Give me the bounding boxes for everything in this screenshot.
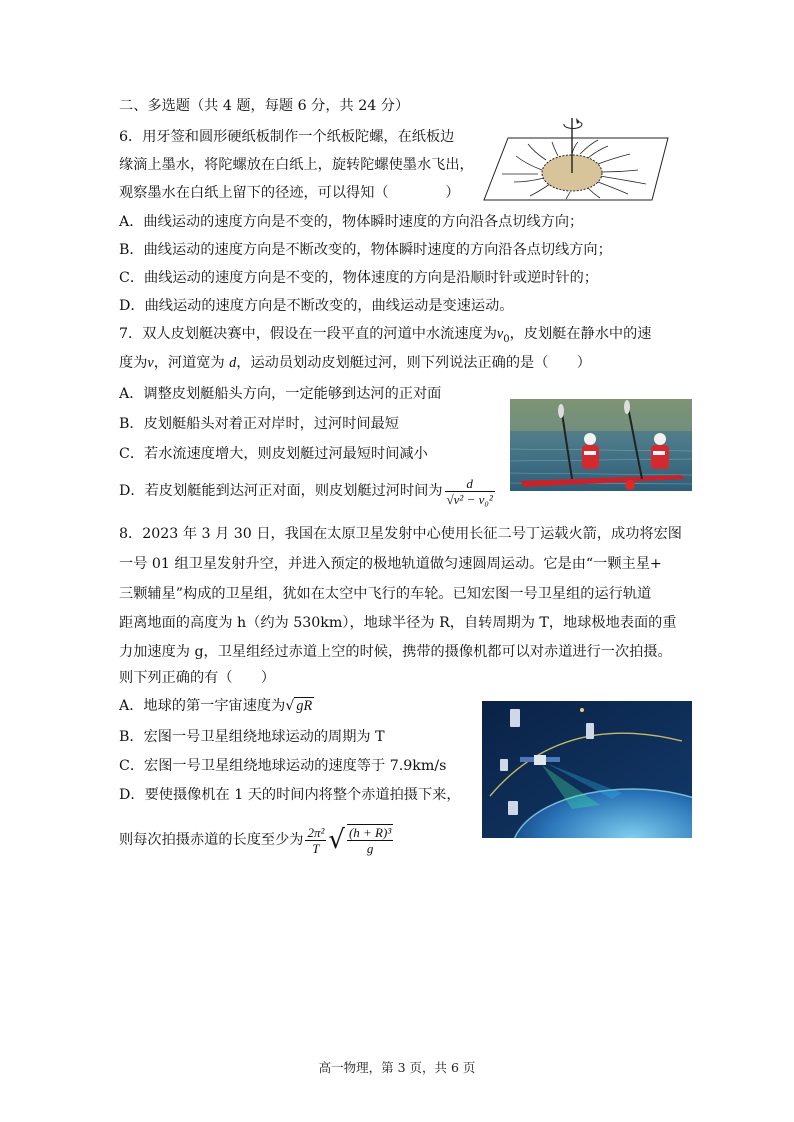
- sqrt-symbol-icon: √: [328, 825, 345, 855]
- q8-option-c: C．宏图一号卫星组绕地球运动的速度等于 7.9km/s: [119, 758, 447, 774]
- q8-option-d-radicand: $\frac{\text{(h + R)³}}{g}$: [348, 825, 392, 856]
- q6-stem-line-1: 6．用牙签和圆形硬纸板制作一个纸板陀螺，在纸板边: [119, 129, 455, 145]
- buoy: [625, 480, 635, 490]
- q8-stem-line-5: 力加速度为 g，卫星组经过赤道上空的时候，携带的摄像机都可以对赤道进行一次拍摄。: [119, 644, 672, 660]
- spinning-top-figure: [480, 112, 680, 208]
- satellite-earth-image: [482, 701, 692, 838]
- kayak-photo: [510, 399, 692, 491]
- q7-stem-line-1: 7．双人皮划艇决赛中，假设在一段平直的河道中水流速度为$v_0$，皮划艇在静水中的速: [119, 326, 652, 345]
- q8-stem-line-1: 8．2023 年 3 月 30 日，我国在太原卫星发射中心使用长征二号丁运载火箭，成功将宏图: [119, 526, 682, 542]
- q6-option-a: A．曲线运动的速度方向是不变的，物体瞬时速度的方向沿各点切线方向；: [119, 214, 584, 230]
- rotation-arrow-icon: [564, 122, 582, 128]
- q8-stem-line-3: 三颗辅星”构成的卫星组，犹如在太空中飞行的车轮。已知宏图一号卫星组的运行轨道: [119, 586, 652, 602]
- q8-option-d-fraction: $\frac{\text{2π²}}{T}$: [307, 824, 325, 856]
- q8-option-d-line-2: 则每次拍摄赤道的长度至少为 $\frac{\text{2π²}}{T}$ √ $\frac{\text{(h + R)³}}{g}$: [119, 820, 395, 860]
- q7-option-d-fraction: $\frac{d}{\text{√v² − v₀²}}$: [446, 475, 493, 507]
- q7-option-b: B．皮划艇船头对着正对岸时，过河时间最短: [119, 416, 399, 432]
- q8-option-d-line-1: D．要使摄像机在 1 天的时间内将整个赤道拍摄下来，: [119, 787, 461, 803]
- q6-option-c: C．曲线运动的速度方向是不变的，物体速度的方向是沿顺时针或逆时针的；: [119, 270, 599, 286]
- q6-option-d: D．曲线运动的速度方向是不断改变的，曲线运动是变速运动。: [119, 298, 514, 314]
- q7-option-d: D．若皮划艇能到达河正对面，则皮划艇过河时间为 $\frac{d}{\text{√v² − v₀²}}$: [119, 475, 493, 507]
- q8-stem-line-2: 一号 01 组卫星发射升空，并进入预定的极地轨道做匀速圆周运动。它是由“一颗主星+: [119, 556, 662, 572]
- q8-option-a: A．地球的第一宇宙速度为√ gR: [119, 698, 313, 714]
- q6-stem-line-3: 观察墨水在白纸上留下的径迹，可以得知（ ）: [119, 185, 460, 201]
- q6-stem-line-2: 缘滴上墨水，将陀螺放在白纸上，旋转陀螺使墨水飞出，: [119, 157, 474, 173]
- page-footer: 高一物理，第 3 页，共 6 页: [318, 1060, 476, 1075]
- q7-option-c: C．若水流速度增大，则皮划艇过河最短时间减小: [119, 446, 428, 462]
- q7-stem-line-2: 度为v，河道宽为 d，运动员划动皮划艇过河，则下列说法正确的是（ ）: [119, 355, 591, 371]
- q7-option-a: A．调整皮划艇船头方向，一定能够到达河的正对面: [119, 386, 442, 402]
- q8-stem-line-4: 距离地面的高度为 h（约为 530km），地球半径为 R，自转周期为 T，地球极地表面的重: [119, 615, 677, 631]
- q8-stem-line-6: 则下列正确的有（ ）: [119, 670, 276, 686]
- section-title: 二、多选题（共 4 题，每题 6 分，共 24 分）: [119, 98, 410, 114]
- q8-option-b: B．宏图一号卫星组绕地球运动的周期为 T: [119, 729, 385, 745]
- q6-option-b: B．曲线运动的速度方向是不断改变的，物体瞬时速度的方向沿各点切线方向；: [119, 242, 612, 258]
- sqrt-symbol-icon: √ gR: [285, 698, 313, 714]
